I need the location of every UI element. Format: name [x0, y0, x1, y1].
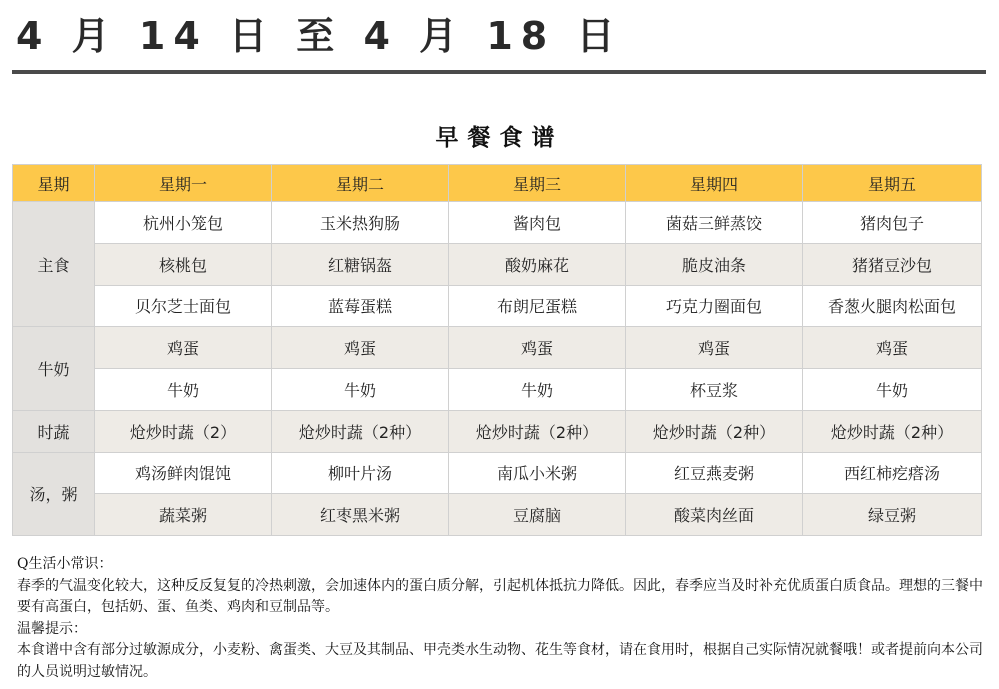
- menu-item-cell: 鸡蛋: [449, 327, 626, 369]
- column-header: 星期四: [626, 165, 803, 202]
- table-row: [13, 202, 982, 244]
- menu-item-cell: 蓝莓蛋糕: [272, 285, 449, 327]
- table-row: [13, 243, 982, 285]
- menu-item-cell: 杭州小笼包: [95, 202, 272, 244]
- menu-item-cell: 玉米热狗肠: [272, 202, 449, 244]
- column-header: 星期一: [95, 165, 272, 202]
- title-divider: [12, 70, 986, 74]
- menu-item-cell: 鸡蛋: [95, 327, 272, 369]
- menu-item-cell: 炝炒时蔬（2种）: [449, 410, 626, 452]
- menu-item-cell: 菌菇三鲜蒸饺: [626, 202, 803, 244]
- menu-item-cell: 柳叶片汤: [272, 452, 449, 494]
- menu-item-cell: 脆皮油条: [626, 243, 803, 285]
- menu-item-cell: 鸡汤鲜肉馄饨: [95, 452, 272, 494]
- menu-item-cell: 西红柿疙瘩汤: [803, 452, 982, 494]
- menu-item-cell: 酸奶麻花: [449, 243, 626, 285]
- menu-item-cell: 牛奶: [803, 369, 982, 411]
- menu-item-cell: 香葱火腿肉松面包: [803, 285, 982, 327]
- menu-item-cell: 红豆燕麦粥: [626, 452, 803, 494]
- menu-item-cell: 杯豆浆: [626, 369, 803, 411]
- table-row: [13, 410, 982, 452]
- tip-text: 春季的气温变化较大，这种反反复复的冷热刺激，会加速体内的蛋白质分解，引起机体抵抗力降低。因此，春季应当及时补充优质蛋白质食品。理想的三餐中要有高蛋白，包括奶、蛋、鱼类、鸡肉和豆制品等。: [17, 577, 983, 615]
- menu-item-cell: 炝炒时蔬（2种）: [626, 410, 803, 452]
- menu-item-cell: 炝炒时蔬（2）: [95, 410, 272, 452]
- menu-item-cell: 牛奶: [449, 369, 626, 411]
- menu-item-cell: 南瓜小米粥: [449, 452, 626, 494]
- menu-item-cell: 豆腐脑: [449, 494, 626, 536]
- menu-item-cell: 酸菜肉丝面: [626, 494, 803, 536]
- menu-item-cell: 红糖锅盔: [272, 243, 449, 285]
- notes-section: [17, 554, 983, 683]
- menu-item-cell: 鸡蛋: [626, 327, 803, 369]
- menu-item-cell: 牛奶: [95, 369, 272, 411]
- warning-heading: 温馨提示：: [17, 620, 87, 637]
- table-row: [13, 285, 982, 327]
- category-cell: 牛奶: [13, 327, 95, 411]
- column-header: 星期: [13, 165, 95, 202]
- table-row: [13, 369, 982, 411]
- menu-item-cell: 猪猪豆沙包: [803, 243, 982, 285]
- category-cell: 主食: [13, 202, 95, 327]
- category-cell: 汤，粥: [13, 452, 95, 536]
- category-cell: 时蔬: [13, 410, 95, 452]
- menu-item-cell: 绿豆粥: [803, 494, 982, 536]
- column-header: 星期五: [803, 165, 982, 202]
- table-row: [13, 494, 982, 536]
- page-title: 4 月 14 日 至 4 月 18 日: [16, 14, 623, 58]
- table-row: [13, 327, 982, 369]
- menu-item-cell: 炝炒时蔬（2种）: [272, 410, 449, 452]
- table-header-row: [13, 165, 982, 202]
- menu-title: 早餐食谱: [435, 124, 564, 151]
- menu-item-cell: 猪肉包子: [803, 202, 982, 244]
- table-row: [13, 452, 982, 494]
- menu-item-cell: 核桃包: [95, 243, 272, 285]
- warning-text: 本食谱中含有部分过敏源成分，小麦粉、禽蛋类、大豆及其制品、甲壳类水生动物、花生等食材，请在食用时，根据自己实际情况就餐哦！或者提前向本公司的人员说明过敏情况。: [17, 642, 983, 680]
- column-header: 星期三: [449, 165, 626, 202]
- menu-item-cell: 巧克力圈面包: [626, 285, 803, 327]
- tip-heading: Q生活小常识：: [17, 556, 113, 572]
- menu-item-cell: 蔬菜粥: [95, 494, 272, 536]
- breakfast-menu-table: [12, 164, 982, 536]
- menu-item-cell: 红枣黑米粥: [272, 494, 449, 536]
- column-header: 星期二: [272, 165, 449, 202]
- menu-item-cell: 鸡蛋: [272, 327, 449, 369]
- menu-item-cell: 酱肉包: [449, 202, 626, 244]
- menu-item-cell: 鸡蛋: [803, 327, 982, 369]
- menu-item-cell: 牛奶: [272, 369, 449, 411]
- menu-item-cell: 布朗尼蛋糕: [449, 285, 626, 327]
- menu-item-cell: 炝炒时蔬（2种）: [803, 410, 982, 452]
- menu-item-cell: 贝尔芝士面包: [95, 285, 272, 327]
